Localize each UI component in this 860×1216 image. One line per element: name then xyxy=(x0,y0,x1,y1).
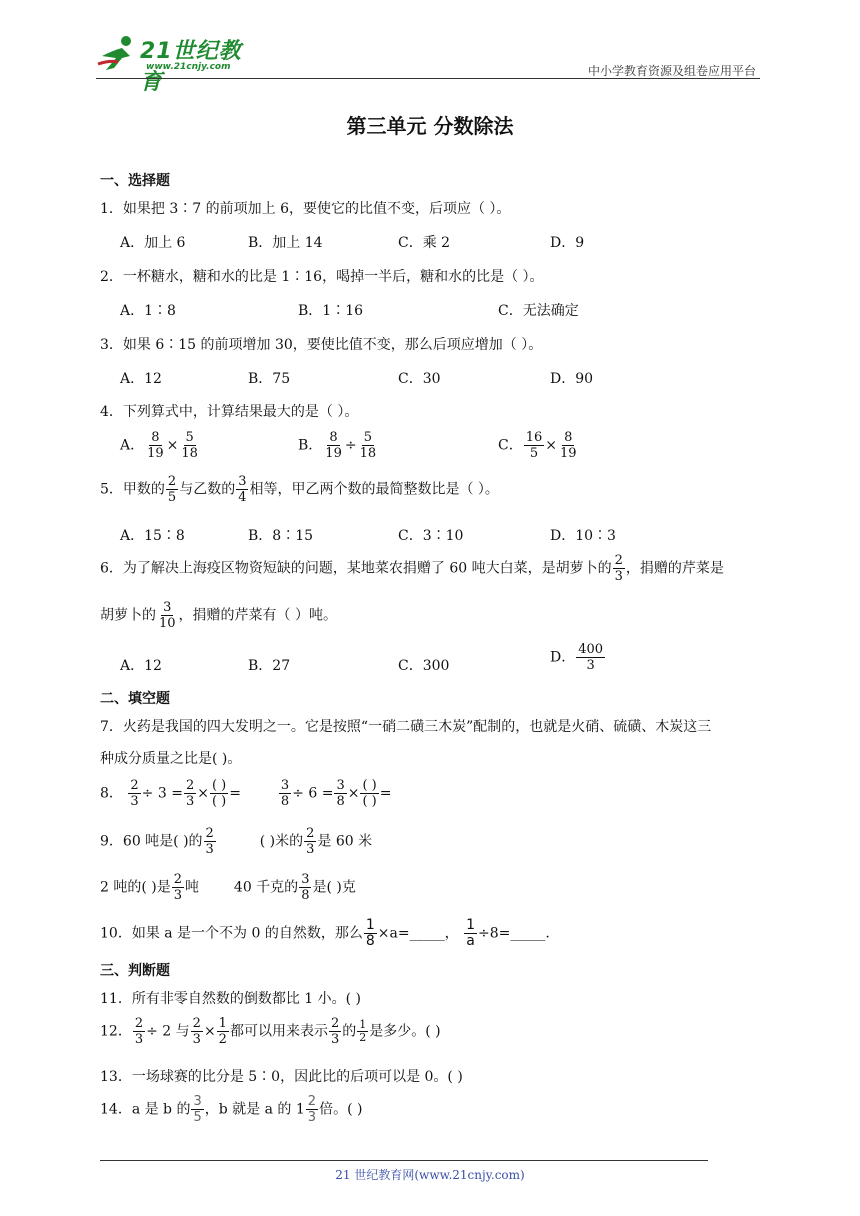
fraction: $\frac{3}{10}$ xyxy=(159,600,176,631)
question-1: 1．如果把 3∶7 的前项加上 6，要使它的比值不变，后项应（ ）。 xyxy=(100,201,511,217)
page-title: 第三单元 分数除法 xyxy=(346,114,514,138)
fraction: $\frac{8}{19}$ xyxy=(325,430,342,461)
section-heading-fill: 二、填空题 xyxy=(100,691,170,707)
question-6-line2: 胡萝卜的 $\frac{3}{10}$ ，捐赠的芹菜有（ ）吨。 xyxy=(100,600,337,631)
q5-option-b: B．8∶15 xyxy=(248,528,314,544)
question-6-line1: 6．为了解决上海疫区物资短缺的问题，某地菜农捐赠了 60 吨大白菜，是胡萝卜的 $\frac{2}{3}$ ，捐赠的芹菜是 xyxy=(100,553,724,584)
q5-option-c: C．3∶10 xyxy=(398,528,464,544)
q1-option-d: D．9 xyxy=(550,235,585,251)
question-12: 12． $\frac{2}{3}$ ÷ 2 与 $\frac{2}{3}$ × $\frac{1}{2}$ 都可以用来表示 $\frac{2}{3}$ 的 $\frac{1}{2}$ 是多少。( ) xyxy=(100,1016,441,1047)
fraction: $\frac{5}{18}$ xyxy=(181,430,198,461)
fraction: $\frac{1}{8}$ xyxy=(365,917,375,949)
q6-option-a: A．12 xyxy=(120,658,162,674)
option-letter: A． xyxy=(120,437,145,454)
question-2: 2．一杯糖水，糖和水的比是 1∶16，喝掉一半后，糖和水的比是（ ）。 xyxy=(100,269,544,285)
q2-option-a: A．1∶8 xyxy=(120,303,176,319)
question-4: 4．下列算式中，计算结果最大的是（ ）。 xyxy=(100,404,359,420)
q2-option-b: B．1∶16 xyxy=(298,303,364,319)
fraction: $\frac{400}{3}$ xyxy=(578,642,604,673)
q3-option-b: B．75 xyxy=(248,371,291,387)
q4-option-a: A． $\frac{8}{19}$ × $\frac{5}{18}$ xyxy=(120,430,198,461)
fraction: $\frac{2}{3}$ xyxy=(205,826,214,857)
fraction: $\frac{8}{19}$ xyxy=(147,430,164,461)
logo-text: 21世纪教育 xyxy=(140,39,242,95)
option-letter: C． xyxy=(498,437,523,454)
fraction: $\frac{16}{5}$ xyxy=(525,430,543,461)
question-9-line1: 9．60 吨是( )的 $\frac{2}{3}$ ( )米的 $\frac{2}{3}$ 是 60 米 xyxy=(100,826,373,857)
section-heading-judge: 三、判断题 xyxy=(100,963,170,979)
fraction: $\frac{2}{3}$ xyxy=(306,826,315,857)
question-3: 3．如果 6∶15 的前项增加 30，要使比值不变，那么后项应增加（ ）。 xyxy=(100,337,543,353)
q5-option-d: D．10∶3 xyxy=(550,528,616,544)
question-7-line1: 7．火药是我国的四大发明之一。它是按照“一硝二磺三木炭”配制的，也就是火硝、硫磺、木炭这三 xyxy=(100,719,712,735)
fraction: $\frac{2}{3}$ xyxy=(192,1016,201,1047)
q6-option-b: B．27 xyxy=(248,658,291,674)
fraction: $\frac{2}{3}$ xyxy=(130,778,139,809)
question-5: 5．甲数的 $\frac{2}{5}$ 与乙数的 $\frac{3}{4}$ 相等，甲乙两个数的最简整数比是（ ）。 xyxy=(100,474,499,505)
fraction: $\frac{8}{19}$ xyxy=(560,430,577,461)
section-heading-choice: 一、选择题 xyxy=(100,173,170,189)
question-7-line2: 种成分质量之比是( )。 xyxy=(100,751,242,767)
question-13: 13．一场球赛的比分是 5∶0，因此比的后项可以是 0。( ) xyxy=(100,1069,463,1085)
question-11: 11．所有非零自然数的倒数都比 1 小。( ) xyxy=(100,991,361,1007)
question-8: 8． $\frac{2}{3}$ ÷ 3 = $\frac{2}{3}$ × $\frac{( )}{( )}$ = $\frac{3}{8}$ ÷ 6 = $\frac{3}{8}$ × $\frac{( )}{( )}$ = xyxy=(100,778,392,809)
platform-label: 中小学教育资源及组卷应用平台 xyxy=(587,64,756,78)
fraction: $\frac{2}{3}$ xyxy=(307,1094,317,1125)
fraction: $\frac{1}{a}$ xyxy=(466,917,475,949)
blank-fraction[interactable]: $\frac{( )}{( )}$ xyxy=(362,778,377,809)
footer-divider xyxy=(100,1160,708,1161)
fraction: $\frac{2}{5}$ xyxy=(167,474,177,505)
fraction: $\frac{2}{3}$ xyxy=(185,778,195,809)
option-letter: B． xyxy=(298,437,323,454)
q4-option-c: C． $\frac{16}{5}$ × $\frac{8}{19}$ xyxy=(498,430,577,461)
runner-logo-icon xyxy=(96,34,140,74)
q4-option-b: B． $\frac{8}{19}$ ÷ $\frac{5}{18}$ xyxy=(298,430,377,461)
footer-text: 21 世纪教育网(www.21cnjy.com) xyxy=(335,1168,525,1182)
fraction: $\frac{3}{8}$ xyxy=(301,872,310,903)
fraction: $\frac{2}{3}$ xyxy=(330,1016,340,1047)
q5-option-a: A．15∶8 xyxy=(120,528,185,544)
q1-option-a: A．加上 6 xyxy=(120,235,186,251)
fraction: $\frac{2}{3}$ xyxy=(134,1016,144,1047)
logo-url: www.21cnjy.com xyxy=(146,62,231,72)
site-logo xyxy=(96,32,256,95)
fraction: $\frac{2}{3}$ xyxy=(173,872,183,903)
fraction: $\frac{3}{8}$ xyxy=(280,778,290,809)
fraction: $\frac{3}{5}$ xyxy=(193,1094,202,1125)
fraction: $\frac{3}{4}$ xyxy=(238,474,247,505)
q6-option-d xyxy=(550,642,606,673)
blank-fraction[interactable]: $\frac{( )}{( )}$ xyxy=(211,778,227,809)
q3-option-a: A．12 xyxy=(120,371,162,387)
q1-option-c: C．乘 2 xyxy=(398,235,451,251)
header-divider xyxy=(96,78,760,79)
q1-option-b: B．加上 14 xyxy=(248,235,323,251)
question-14: 14．a 是 b 的 $\frac{3}{5}$ ，b 就是 a 的 1 $\frac{2}{3}$ 倍。( ) xyxy=(100,1094,363,1125)
fraction: $\frac{1}{2}$ xyxy=(218,1016,227,1047)
question-10: 10．如果 a 是一个不为 0 的自然数，那么 $\frac{1}{8}$ ×a=_____， $\frac{1}{a}$ ÷8=_____. xyxy=(100,917,550,949)
fraction: $\frac{5}{18}$ xyxy=(359,430,377,461)
fraction: $\frac{1}{2}$ xyxy=(359,1018,367,1044)
q3-option-c: C．30 xyxy=(398,371,441,387)
question-9-line2: 2 吨的( )是 $\frac{2}{3}$ 吨 40 千克的 $\frac{3}{8}$ 是( )克 xyxy=(100,872,356,903)
fraction: $\frac{2}{3}$ xyxy=(614,553,623,584)
option-letter: D． xyxy=(550,649,576,666)
fraction: $\frac{3}{8}$ xyxy=(336,778,345,809)
q2-option-c: C．无法确定 xyxy=(498,303,579,319)
q6-option-c: C．300 xyxy=(398,658,450,674)
q3-option-d: D．90 xyxy=(550,371,594,387)
